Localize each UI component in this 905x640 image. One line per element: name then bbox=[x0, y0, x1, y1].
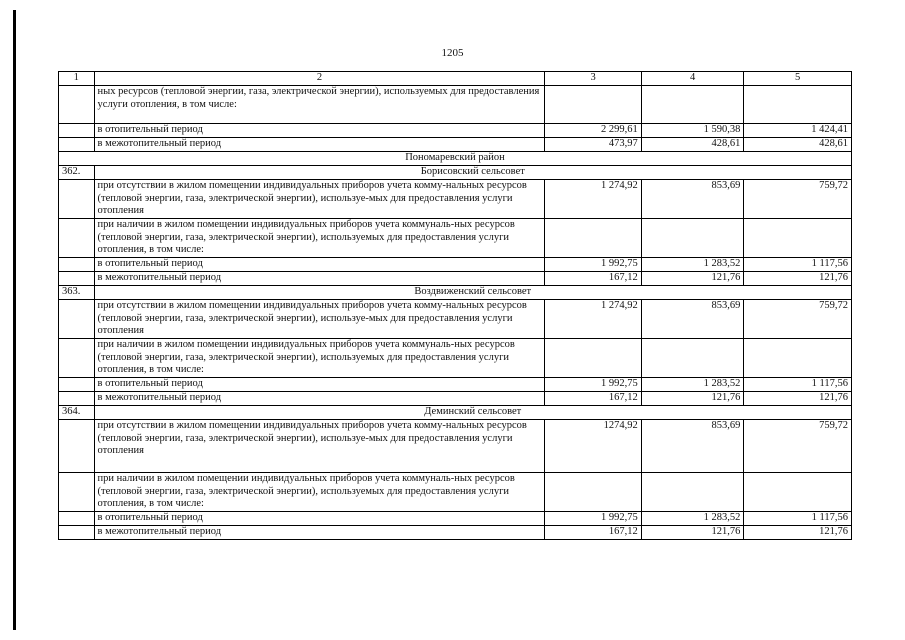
row-label: в межотопительный период bbox=[94, 272, 545, 286]
value-cell: 1 117,56 bbox=[744, 258, 852, 272]
value-cell: 428,61 bbox=[744, 138, 852, 152]
value-cell: 473,97 bbox=[545, 138, 641, 152]
table-row bbox=[59, 86, 852, 124]
value-cell: 1 117,56 bbox=[744, 512, 852, 526]
value-cell: 167,12 bbox=[545, 392, 641, 406]
column-header-1: 1 bbox=[59, 72, 95, 86]
table-row bbox=[59, 180, 852, 219]
section-title: Борисовский сельсовет bbox=[94, 166, 851, 180]
section-header-row bbox=[59, 406, 852, 420]
value-cell: 2 299,61 bbox=[545, 124, 641, 138]
value-cell: 121,76 bbox=[641, 526, 744, 540]
tariff-table bbox=[58, 71, 852, 540]
row-label: в отопительный период bbox=[94, 124, 545, 138]
table-row bbox=[59, 300, 852, 339]
row-description: при отсутствии в жилом помещении индивидуальных приборов учета комму-нальных ресурсов (тепловой энергии, газа, электрической энергии), используе-мых для предоставления услуги отопления bbox=[94, 420, 545, 473]
table-row bbox=[59, 473, 852, 512]
row-label: в межотопительный период bbox=[94, 526, 545, 540]
row-label: в межотопительный период bbox=[94, 392, 545, 406]
table-row bbox=[59, 420, 852, 473]
column-header-4: 4 bbox=[641, 72, 744, 86]
section-header-row bbox=[59, 166, 852, 180]
value-cell: 1 117,56 bbox=[744, 378, 852, 392]
value-cell: 1 992,75 bbox=[545, 378, 641, 392]
table-row bbox=[59, 392, 852, 406]
table-row bbox=[59, 124, 852, 138]
column-header-5: 5 bbox=[744, 72, 852, 86]
value-cell: 121,76 bbox=[744, 272, 852, 286]
district-row bbox=[59, 152, 852, 166]
scan-binding-edge bbox=[13, 10, 16, 630]
row-label: в межотопительный период bbox=[94, 138, 545, 152]
section-title: Деминский сельсовет bbox=[94, 406, 851, 420]
section-number: 362. bbox=[59, 166, 95, 180]
table-row bbox=[59, 272, 852, 286]
value-cell: 759,72 bbox=[744, 420, 852, 473]
value-cell: 428,61 bbox=[641, 138, 744, 152]
row-description: при наличии в жилом помещении индивидуальных приборов учета коммуналь-ных ресурсов (тепловой энергии, газа, электрической энергии), используемых для предоставления услуги отопления, в том числе: bbox=[94, 219, 545, 258]
value-cell: 1274,92 bbox=[545, 420, 641, 473]
value-cell: 1 992,75 bbox=[545, 512, 641, 526]
value-cell: 121,76 bbox=[641, 392, 744, 406]
row-description: при отсутствии в жилом помещении индивидуальных приборов учета комму-нальных ресурсов (тепловой энергии, газа, электрической энергии), используе-мых для предоставления услуги отопления bbox=[94, 300, 545, 339]
row-label: в отопительный период bbox=[94, 512, 545, 526]
value-cell: 167,12 bbox=[545, 526, 641, 540]
value-cell: 121,76 bbox=[744, 526, 852, 540]
row-description: при отсутствии в жилом помещении индивидуальных приборов учета комму-нальных ресурсов (тепловой энергии, газа, электрической энергии), используе-мых для предоставления услуги отопления bbox=[94, 180, 545, 219]
value-cell: 1 274,92 bbox=[545, 300, 641, 339]
row-description: ных ресурсов (тепловой энергии, газа, электрической энергии), используемых для предоставления услуги отопления, в том числе: bbox=[94, 86, 545, 124]
section-title: Воздвиженский сельсовет bbox=[94, 286, 851, 300]
value-cell: 121,76 bbox=[641, 272, 744, 286]
value-cell: 853,69 bbox=[641, 300, 744, 339]
value-cell: 1 992,75 bbox=[545, 258, 641, 272]
value-cell: 759,72 bbox=[744, 180, 852, 219]
column-header-2: 2 bbox=[94, 72, 545, 86]
table-row bbox=[59, 219, 852, 258]
value-cell: 1 590,38 bbox=[641, 124, 744, 138]
table-row bbox=[59, 378, 852, 392]
section-number: 364. bbox=[59, 406, 95, 420]
value-cell: 121,76 bbox=[744, 392, 852, 406]
section-number: 363. bbox=[59, 286, 95, 300]
value-cell: 1 283,52 bbox=[641, 378, 744, 392]
value-cell: 853,69 bbox=[641, 180, 744, 219]
column-header-3: 3 bbox=[545, 72, 641, 86]
table-row bbox=[59, 526, 852, 540]
value-cell: 1 283,52 bbox=[641, 258, 744, 272]
table-header-row bbox=[59, 72, 852, 86]
row-label: в отопительный период bbox=[94, 378, 545, 392]
value-cell: 1 424,41 bbox=[744, 124, 852, 138]
row-description: при наличии в жилом помещении индивидуальных приборов учета коммуналь-ных ресурсов (тепловой энергии, газа, электрической энергии), используемых для предоставления услуги отопления, в том числе: bbox=[94, 473, 545, 512]
table-row bbox=[59, 258, 852, 272]
table-row bbox=[59, 512, 852, 526]
row-description: при наличии в жилом помещении индивидуальных приборов учета коммуналь-ных ресурсов (тепловой энергии, газа, электрической энергии), используемых для предоставления услуги отопления, в том числе: bbox=[94, 339, 545, 378]
value-cell: 167,12 bbox=[545, 272, 641, 286]
page-number: 1205 bbox=[441, 47, 464, 59]
table-row bbox=[59, 138, 852, 152]
row-label: в отопительный период bbox=[94, 258, 545, 272]
value-cell: 759,72 bbox=[744, 300, 852, 339]
district-title: Пономаревский район bbox=[59, 152, 852, 166]
value-cell: 853,69 bbox=[641, 420, 744, 473]
value-cell: 1 283,52 bbox=[641, 512, 744, 526]
table-row bbox=[59, 339, 852, 378]
value-cell: 1 274,92 bbox=[545, 180, 641, 219]
section-header-row bbox=[59, 286, 852, 300]
